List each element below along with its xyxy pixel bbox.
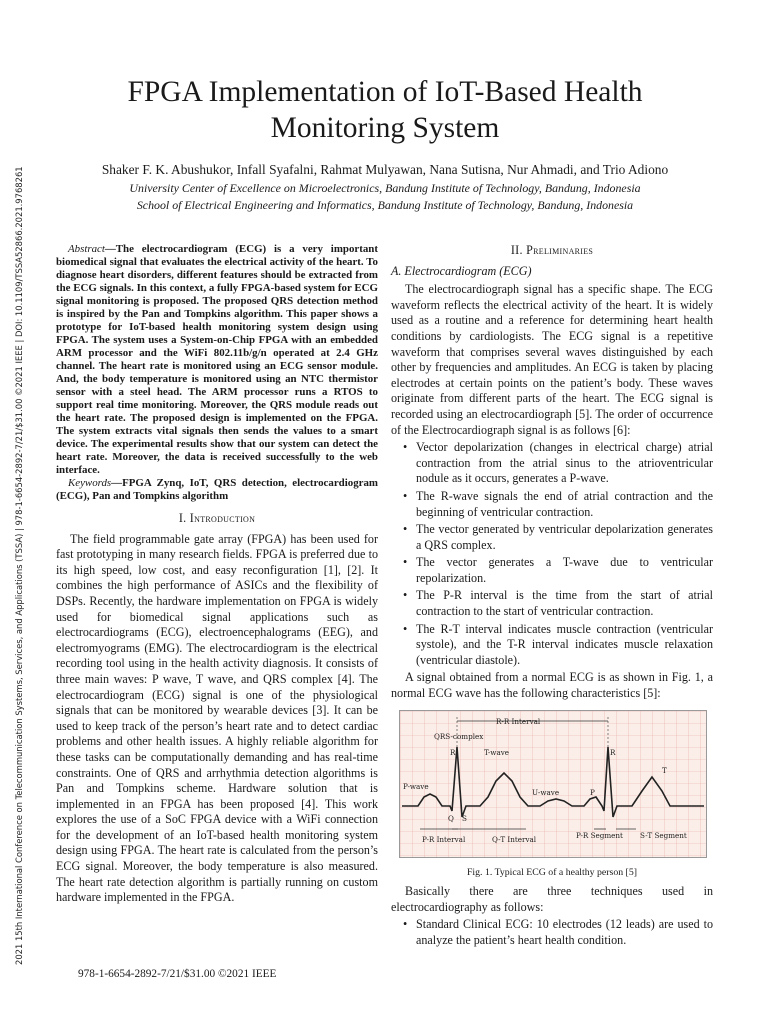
label-t2: T [662, 765, 667, 775]
label-rr-interval: R-R Interval [496, 716, 541, 726]
side-citation [10, 0, 26, 1024]
label-p-wave: P-wave [403, 781, 429, 791]
label-p2: P [590, 787, 595, 797]
list-item: • The vector generates a T-wave due to ventricular repolarization. [391, 555, 713, 586]
title-line-2: Monitoring System [270, 112, 500, 144]
label-s: S [462, 813, 467, 823]
label-pr-segment: P-R Segment [576, 830, 623, 840]
author-list: Shaker F. K. Abushukor, Infall Syafalni, Rahmat Mulyawan, Nana Sutisna, Nur Ahmadi, and Trio Adiono [101, 162, 669, 177]
label-r2: R [610, 747, 616, 757]
label-r1: R [450, 747, 456, 757]
ecg-paragraph: The electrocardiograph signal has a specific shape. The ECG waveform reflects the electrical activity of the heart. It is widely used as a routine and a reference for determining heart health conditions by cardiologists. The ECG signal is a repetitive waveform that comprises several waves distinguished by each other by frequencies and amplitudes. An ECG is taken by placing electrodes at certain points on the patient’s body. These waves originate from different parts of the heart. The ECG signal is recorded using an electrocardiograph [5]. The order of occurrence of the Electrocardiograph signal is as follows [6]: [391, 282, 713, 437]
affiliation-2: School of Electrical Engineering and Informatics, Bandung Institute of Technology, Bandung, Indonesia [136, 198, 634, 212]
list-item: • Vector depolarization (changes in electrical charge) atrial contraction from the atrial sinus to the atrioventricular nodule as it occurs, generates a P-wave. [391, 440, 713, 487]
list-item: • The R-wave signals the end of atrial contraction and the beginning of ventricular contraction. [391, 489, 713, 520]
figure-caption: Fig. 1. Typical ECG of a healthy person [5] [466, 866, 637, 878]
ecg-order-list [391, 440, 713, 668]
side-citation-text: 2021 15th International Conference on Telecommunication Systems, Services, and Applications (TSSA) | 978-1-6654-2892-7/21/$31.00 ©2021 IEEE | DOI: 10.1109/TSSA52866.2021.9768261 [14, 166, 24, 965]
techniques-list [391, 917, 713, 948]
abstract-label: Abstract [68, 243, 105, 255]
list-item: • The R-T interval indicates muscle contraction (ventricular systole), and the T-R interval indicates muscle relaxation (ventricular diastole). [391, 622, 713, 669]
subsection-heading-ecg: A. Electrocardiogram (ECG) [391, 263, 532, 278]
list-item: • The P-R interval is the time from the start of atrial contraction to the start of ventricular contraction. [391, 588, 713, 619]
keywords-label: Keywords [68, 477, 112, 489]
paper-title [60, 74, 710, 146]
figure-intro-paragraph: A signal obtained from a normal ECG is as shown in Fig. 1, a normal ECG wave has the following characteristics [5]: [391, 670, 713, 701]
ecg-diagram [400, 711, 706, 857]
label-q: Q [448, 813, 454, 823]
left-column [56, 243, 378, 906]
introduction-paragraph: The field programmable gate array (FPGA) has been used for fast prototyping in many research fields. FPGA is preferred due to its high speed, low cost, and easy reconfiguration [1], [2]. It combines the high performance of ASICs and the flexibility of DSPs. Recently, the hardware implementation on FPGA is widely used for biomedical signal applications such as electrocardiograms (ECG), electroencephalograms (EEG), and electromyograms (EMG). The electrocardiogram is the electrical recording tool using in the health activity diagnosis. It consists of three main waves: P wave, T wave, and QRS complex [4]. The electrocardiogram (ECG) signal is one of the physiological signals that can be monitored by wearable devices [3]. It can be used to keep track of the person’s heart rate and to detect cardiac problems and other health issues. A highly reliable algorithm for these tasks can be computationally demanding and has real-time constraints. One of QRS and arrhythmia detection algorithms is Pan and Tompkins scheme. Hardware solution that is implemented in an FPGA has been proposed [4]. This work explores the use of a SoC FPGA device with a WiFi connection for the development of an IoT-based health monitoring system design using FPGA. The heart rate is calculated from the person’s ECG signal. Moreover, the body temperature is also measured. The heart rate detection algorithm is partially running on custom hardware implemented in the FPGA. [56, 531, 378, 905]
copyright-footer: 978-1-6654-2892-7/21/$31.00 ©2021 IEEE [78, 968, 277, 980]
label-u-wave: U-wave [532, 787, 560, 797]
label-pr-interval: P-R Interval [422, 834, 466, 844]
keywords-text: —FPGA Zynq, IoT, QRS detection, electrocardiogram (ECG), Pan and Tompkins algorithm [56, 477, 378, 502]
affiliation-1: University Center of Excellence on Microelectronics, Bandung Institute of Technology, Bandung, Indonesia [129, 181, 641, 195]
label-qt-interval: Q-T Interval [492, 834, 537, 844]
section-heading-preliminaries: II. Preliminaries [510, 243, 594, 257]
label-t-wave: T-wave [484, 747, 510, 757]
abstract-text: —The electrocardiogram (ECG) is a very important biomedical signal that evaluates the electrical activity of the heart. To diagnose heart disorders, different features should be extracted from the ECG signals. In this context, a fully FPGA-based system for ECG signal monitoring is proposed. The proposed QRS detection method is inspired by the Pan and Tompkins algorithm. This paper shows a prototype for IoT-based health monitoring system design using FPGA. The system uses a System-on-Chip FPGA with an embedded ARM processor and the WiFi 802.11b/g/n operated at 2.4 GHz channel. The heart rate is monitored using an ECG sensor module. And, the body temperature is monitored using an NTC thermistor sensor with a steel head. The ARM processor runs a RTOS to support real time monitoring. Moreover, the QRS module reads out the heart rate. The proposed design is implemented on the FPGA. The system extracts vital signals then sends the values to a smart device. The experimental results show that our system can detect the heart rate. Moreover, the data is received successfully to the web interface. [56, 243, 378, 476]
title-line-1: FPGA Implementation of IoT-Based Health [127, 76, 643, 108]
label-qrs-complex: QRS-complex [434, 731, 484, 741]
techniques-paragraph: Basically there are three techniques used in electrocardiography as follows: [391, 884, 713, 914]
label-st-segment: S-T Segment [640, 830, 687, 840]
ecg-figure [399, 710, 707, 858]
abstract [56, 243, 378, 477]
list-item: • The vector generated by ventricular depolarization generates a QRS complex. [391, 522, 713, 553]
keywords [56, 477, 378, 503]
section-heading-introduction: I. Introduction [178, 511, 256, 525]
list-item: • Standard Clinical ECG: 10 electrodes (12 leads) are used to analyze the patient’s heart health condition. [391, 917, 713, 948]
right-column [391, 243, 713, 951]
